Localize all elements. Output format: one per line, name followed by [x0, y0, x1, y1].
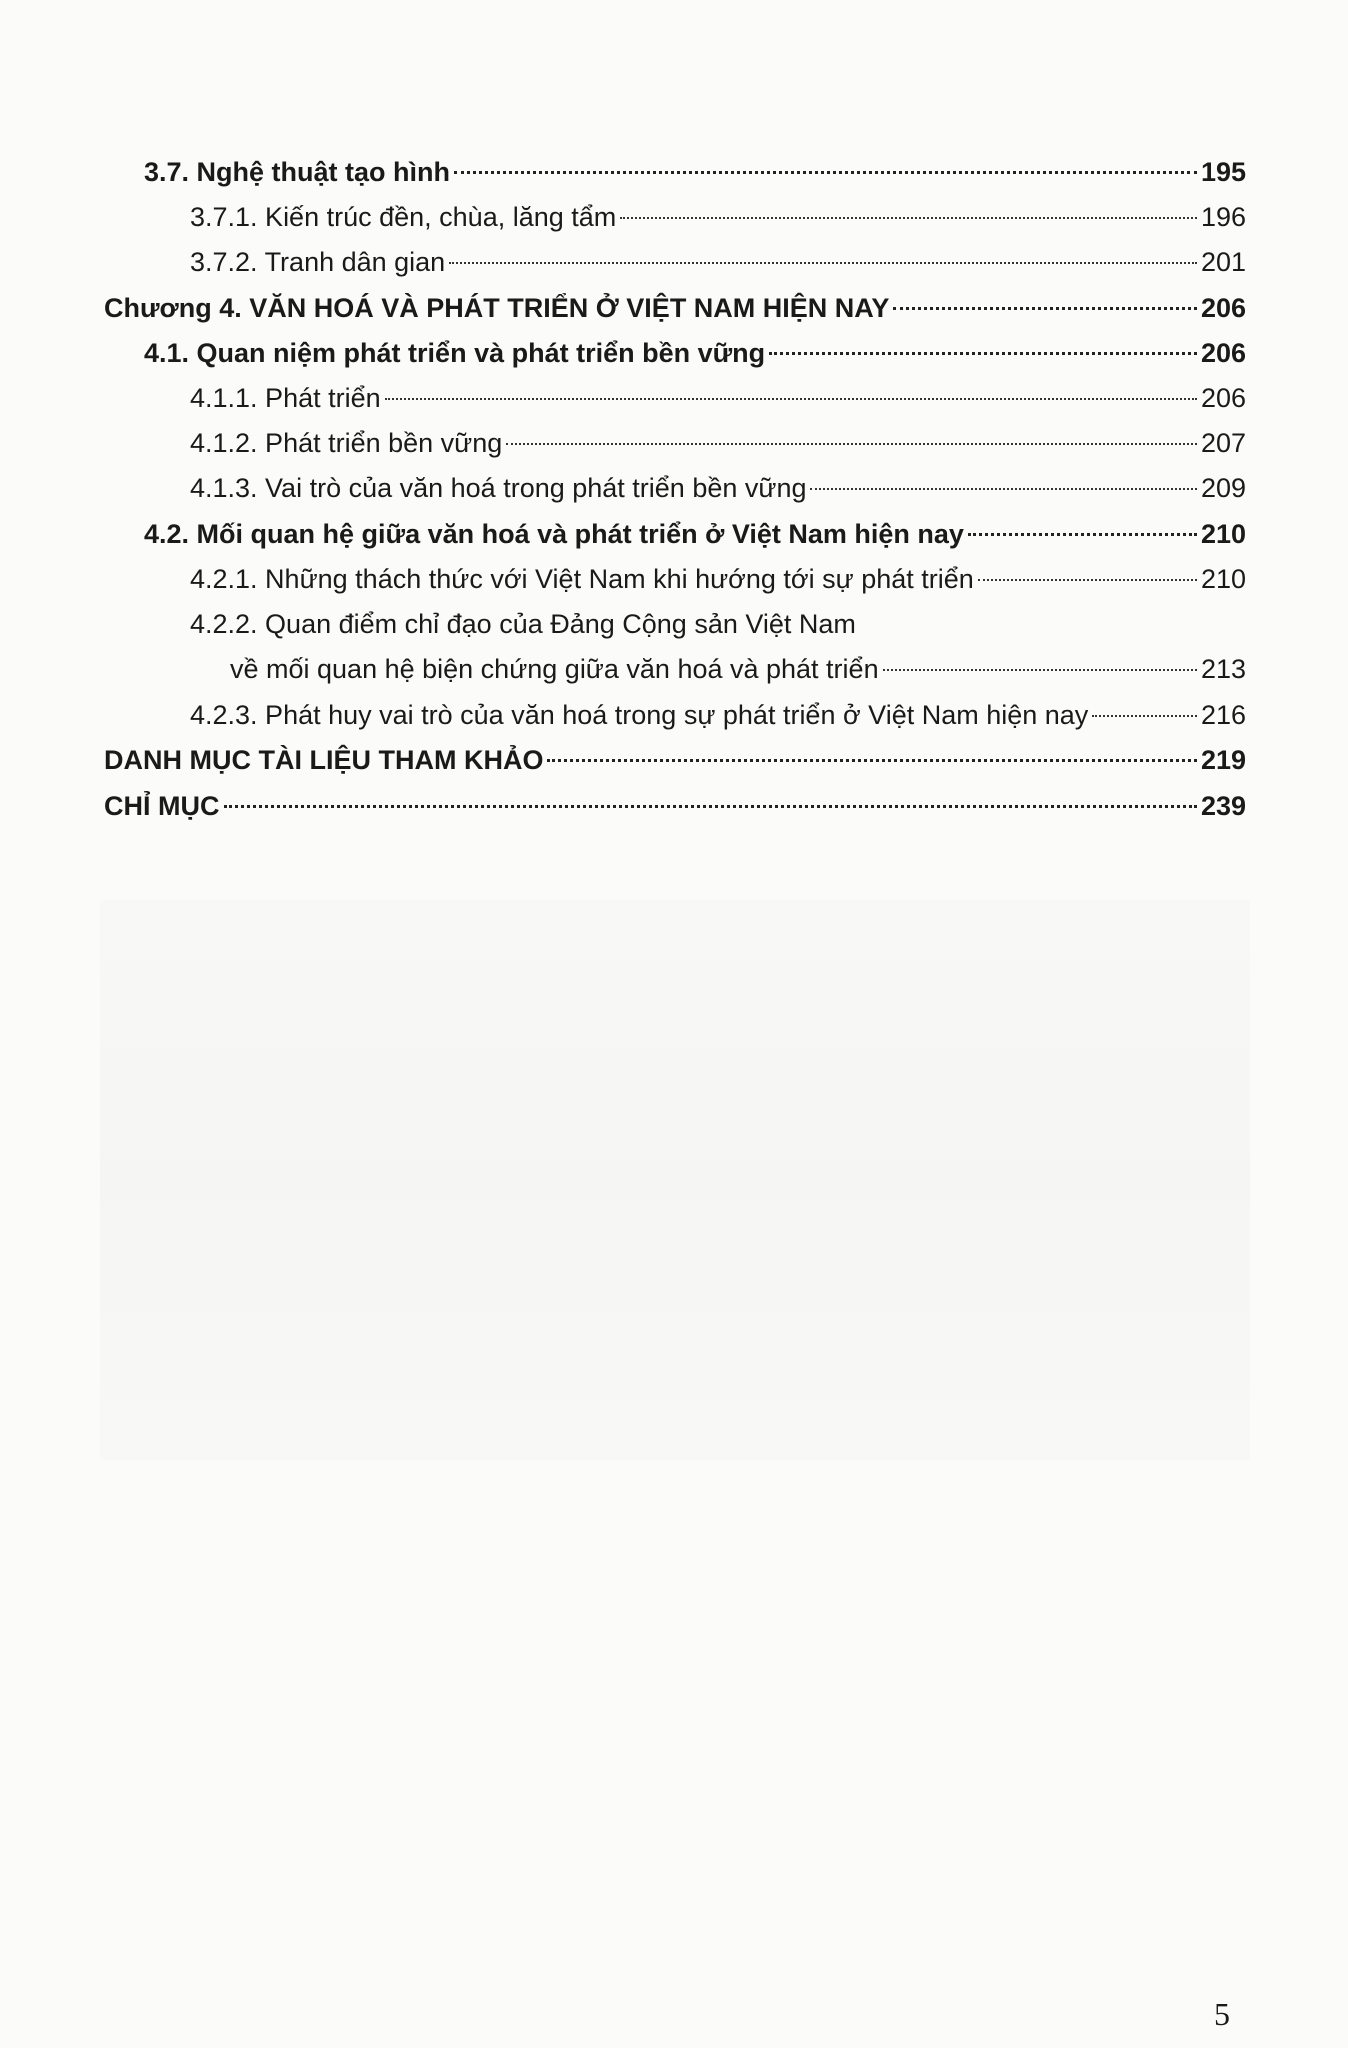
dot-leader: [385, 398, 1197, 400]
toc-entry-4-2-1[interactable]: [190, 559, 1246, 599]
toc-entry-page: 206: [1200, 383, 1246, 413]
toc-entry-3-7[interactable]: [144, 152, 1246, 192]
toc-entry-4-1-2[interactable]: [190, 423, 1246, 463]
dot-leader: [620, 217, 1197, 219]
toc-entry-page: 206: [1200, 293, 1246, 323]
toc-entry-title: 3.7.1. Kiến trúc đền, chùa, lăng tẩm: [190, 202, 617, 232]
dot-leader: [547, 759, 1196, 762]
toc-entry-title: 3.7.2. Tranh dân gian: [190, 247, 446, 277]
dot-leader: [883, 669, 1197, 671]
toc-entry-title: 3.7. Nghệ thuật tạo hình: [144, 157, 451, 187]
dot-leader: [968, 533, 1197, 536]
toc-entry-title: CHỈ MỤC: [104, 791, 220, 821]
toc-entry-page: 213: [1200, 654, 1246, 684]
toc-entry-page: 209: [1200, 473, 1246, 503]
toc-entry-page: 210: [1200, 564, 1246, 594]
toc-entry-page: 201: [1200, 247, 1246, 277]
dot-leader: [810, 488, 1196, 490]
toc-entry-title: 4.1. Quan niệm phát triển và phát triển bền vững: [144, 338, 766, 368]
toc-entry-page: 196: [1200, 202, 1246, 232]
toc-entry-page: 210: [1200, 519, 1246, 549]
toc-entry-title: 4.2.3. Phát huy vai trò của văn hoá trong sự phát triển ở Việt Nam hiện nay: [190, 700, 1089, 730]
toc-entry-page: 216: [1200, 700, 1246, 730]
toc-entry-title: Chương 4. VĂN HOÁ VÀ PHÁT TRIỂN Ở VIỆT NAM HIỆN NAY: [104, 293, 890, 323]
dot-leader: [449, 262, 1197, 264]
toc-entry-page: 206: [1200, 338, 1246, 368]
toc-entry-chapter-4[interactable]: [104, 288, 1246, 328]
toc-entry-page: 195: [1200, 157, 1246, 187]
dot-leader: [224, 805, 1197, 808]
toc-entry-continuation: về mối quan hệ biện chứng giữa văn hoá và phát triển: [230, 654, 879, 684]
dot-leader: [506, 443, 1197, 445]
toc-entry-title: 4.2.1. Những thách thức với Việt Nam khi hướng tới sự phát triển: [190, 564, 974, 594]
dot-leader: [1092, 715, 1197, 717]
dot-leader: [454, 171, 1197, 174]
toc-entry-title: 4.2.2. Quan điểm chỉ đạo của Đảng Cộng sản Việt Nam: [190, 609, 856, 639]
toc-entry-4-2[interactable]: [144, 514, 1246, 554]
dot-leader: [769, 352, 1197, 355]
toc-entry-page: 207: [1200, 428, 1246, 458]
toc-entry-title: 4.1.1. Phát triển: [190, 383, 381, 413]
toc-entry-title: 4.1.3. Vai trò của văn hoá trong phát triển bền vững: [190, 473, 807, 503]
dot-leader: [978, 579, 1197, 581]
toc-entry-4-2-3[interactable]: [190, 695, 1246, 735]
toc-entry-3-7-2[interactable]: [190, 242, 1246, 282]
toc-entry-title: 4.2. Mối quan hệ giữa văn hoá và phát triển ở Việt Nam hiện nay: [144, 519, 964, 549]
bleed-through-area: [100, 900, 1250, 1460]
toc-entry-4-1-3[interactable]: [190, 468, 1246, 508]
toc-entry-4-1[interactable]: [144, 333, 1246, 373]
toc-entry-4-1-1[interactable]: [190, 378, 1246, 418]
toc-entry-page: 239: [1200, 791, 1246, 821]
toc-entry-title: 4.1.2. Phát triển bền vững: [190, 428, 503, 458]
page-number: 5: [1214, 1996, 1230, 2032]
toc-entry-title: DANH MỤC TÀI LIỆU THAM KHẢO: [104, 745, 544, 775]
dot-leader: [893, 307, 1197, 310]
toc-entry-index[interactable]: [104, 786, 1246, 826]
toc-entry-3-7-1[interactable]: [190, 197, 1246, 237]
toc-entry-page: 219: [1200, 745, 1246, 775]
toc-entry-4-2-2-first-line[interactable]: [190, 604, 856, 644]
toc-entry-references[interactable]: [104, 740, 1246, 780]
toc-entry-4-2-2[interactable]: [230, 649, 1246, 689]
